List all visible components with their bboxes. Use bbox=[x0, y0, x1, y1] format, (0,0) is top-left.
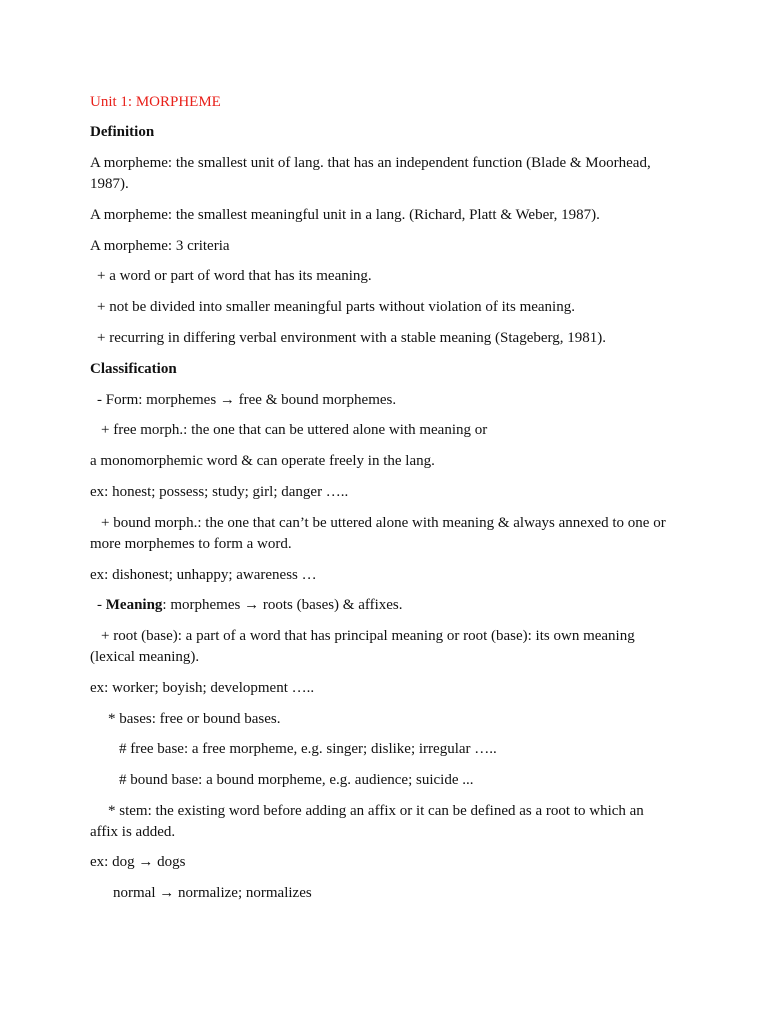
meaning-label: Meaning bbox=[105, 597, 163, 613]
stem-example-normal: normal → normalize; normalizes bbox=[113, 885, 312, 901]
free-morph-line-2: a monomorphemic word & can operate freely in the lang. bbox=[90, 453, 435, 469]
meaning-text: : morphemes → roots (bases) & affixes. bbox=[162, 597, 403, 613]
stem-example: ex: dog → dogs bbox=[90, 854, 186, 870]
free-morph-example: ex: honest; possess; study; girl; danger ….. bbox=[90, 484, 349, 500]
unit-title: Unit 1: MORPHEME bbox=[90, 94, 221, 110]
classification-heading: Classification bbox=[90, 361, 177, 377]
stem-paragraph: * stem: the existing word before adding an affix or it can be defined as a root to which an affix is added. bbox=[90, 803, 644, 840]
definition-paragraph-1: A morpheme: the smallest unit of lang. that has an independent function (Blade & Moorhead, 1987). bbox=[90, 155, 651, 192]
bound-base-line: # bound base: a bound morpheme, e.g. audience; suicide ... bbox=[119, 772, 474, 788]
bound-morph-paragraph: + bound morph.: the one that can’t be uttered alone with meaning & always annexed to one or more morphemes to form a word. bbox=[90, 515, 666, 552]
root-example: ex: worker; boyish; development ….. bbox=[90, 680, 315, 696]
root-paragraph: + root (base): a part of a word that has principal meaning or root (base): its own meaning (lexical meaning). bbox=[90, 628, 635, 665]
criterion-3: + recurring in differing verbal environment with a stable meaning (Stageberg, 1981). bbox=[97, 330, 607, 346]
criterion-1: + a word or part of word that has its meaning. bbox=[97, 268, 372, 284]
bound-morph-example: ex: dishonest; unhappy; awareness … bbox=[90, 567, 317, 583]
criterion-2: + not be divided into smaller meaningful parts without violation of its meaning. bbox=[97, 299, 575, 315]
bases-line: * bases: free or bound bases. bbox=[108, 711, 281, 727]
definition-paragraph-3: A morpheme: 3 criteria bbox=[90, 238, 230, 254]
free-morph-line-1: + free morph.: the one that can be uttered alone with meaning or bbox=[101, 422, 488, 438]
form-line: - Form: morphemes → free & bound morphemes. bbox=[97, 392, 397, 408]
definition-paragraph-2: A morpheme: the smallest meaningful unit in a lang. (Richard, Platt & Weber, 1987). bbox=[90, 207, 600, 223]
definition-heading: Definition bbox=[90, 124, 155, 140]
meaning-prefix: - bbox=[97, 597, 106, 613]
meaning-line bbox=[90, 595, 682, 616]
free-base-line: # free base: a free morpheme, e.g. singer; dislike; irregular ….. bbox=[119, 741, 497, 757]
